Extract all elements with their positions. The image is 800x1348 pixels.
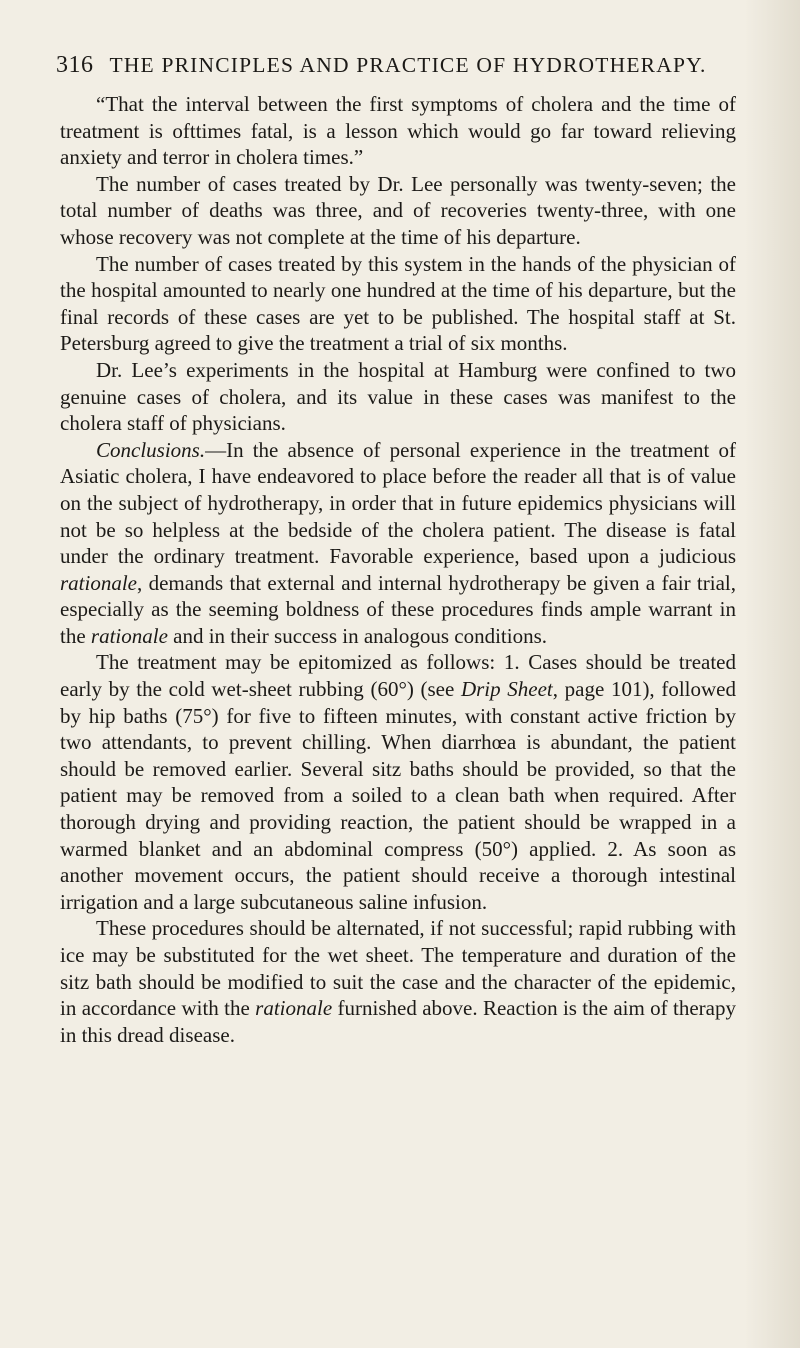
conclusions-text-b: , demands that external and internal hydrotherapy be given a fair trial, especially as the seeming boldness of these procedures finds ample warrant in the [60,570,736,648]
conclusions-text-a: —In the absence of personal experience in the treatment of Asiatic cholera, I have endeavored to place before the reader all that is of value on the subject of hydrotherapy, in order that in future epidemics physicians will not be so helpless at the bedside of the cholera patient. The disease is fatal under the ordinary treatment. Favorable experience, based upon a judicious [60,437,736,569]
page-number: 316 [56,52,94,78]
paragraph-treatment [60,649,736,915]
treatment-italic-drip-sheet: Drip Sheet [460,677,553,702]
conclusions-italic-rationale-2: rationale [90,623,168,648]
alternation-text-b: furnished above. Reaction is the aim of therapy in this dread disease. [60,996,736,1047]
conclusions-italic-rationale-1: rationale [60,570,137,595]
conclusions-heading: Conclusions. [96,437,206,462]
alternation-italic-rationale: rationale [255,996,333,1021]
paragraph-conclusions [60,437,736,650]
paragraph-case-count: The number of cases treated by Dr. Lee personally was twenty-seven; the total number of deaths was three, and of recoveries twenty-three, with one whose recovery was not complete at the time of his departure. [60,171,736,249]
conclusions-text-c: and in their success in analogous conditions. [167,623,548,648]
paragraph-hamburg: Dr. Lee’s experiments in the hospital at Hamburg were confined to two genuine cases of cholera, and its value in these cases was manifest to the cholera staff of physicians. [60,357,736,436]
treatment-text-a: The treatment may be epitomized as follows: 1. Cases should be treated early by the cold wet-sheet rubbing (60°) (see [60,650,736,702]
paragraph-hospital-cases: The number of cases treated by this system in the hands of the physician of the hospital amounted to nearly one hundred at the time of his departure, but the final records of these cases are yet to be published. The hospital staff at St. Petersburg agreed to give the treatment a trial of six months. [60,251,736,356]
running-head: THE PRINCIPLES AND PRACTICE OF HYDROTHERAPY. [109,53,707,77]
page-header [56,52,736,79]
paragraph-alternation [60,915,736,1048]
alternation-text-a: These procedures should be alternated, if not successful; rapid rubbing with ice may be substituted for the wet sheet. The temperature and duration of the sitz bath should be modified to suit the case and the character of the epidemic, in accordance with the [60,916,736,1021]
treatment-text-b: , page 101), followed by hip baths (75°) for five to fifteen minutes, with constant active friction by two attendants, to prevent chilling. When diarrhœa is abundant, the patient should be removed earlier. Several sitz baths should be provided, so that the patient may be removed from a soiled to a clean bath when required. After thorough drying and providing reaction, the patient should be wrapped in a warmed blanket and an abdominal compress (50°) applied. 2. As soon as another movement occurs, the patient should receive a thorough intestinal irrigation and a large subcutaneous saline infusion. [60,677,736,914]
paragraph-quote: “That the interval between the first symptoms of cholera and the time of treatment is ofttimes fatal, is a lesson which would go far toward relieving anxiety and terror in cholera times.” [60,92,736,170]
body-text [60,91,736,1048]
